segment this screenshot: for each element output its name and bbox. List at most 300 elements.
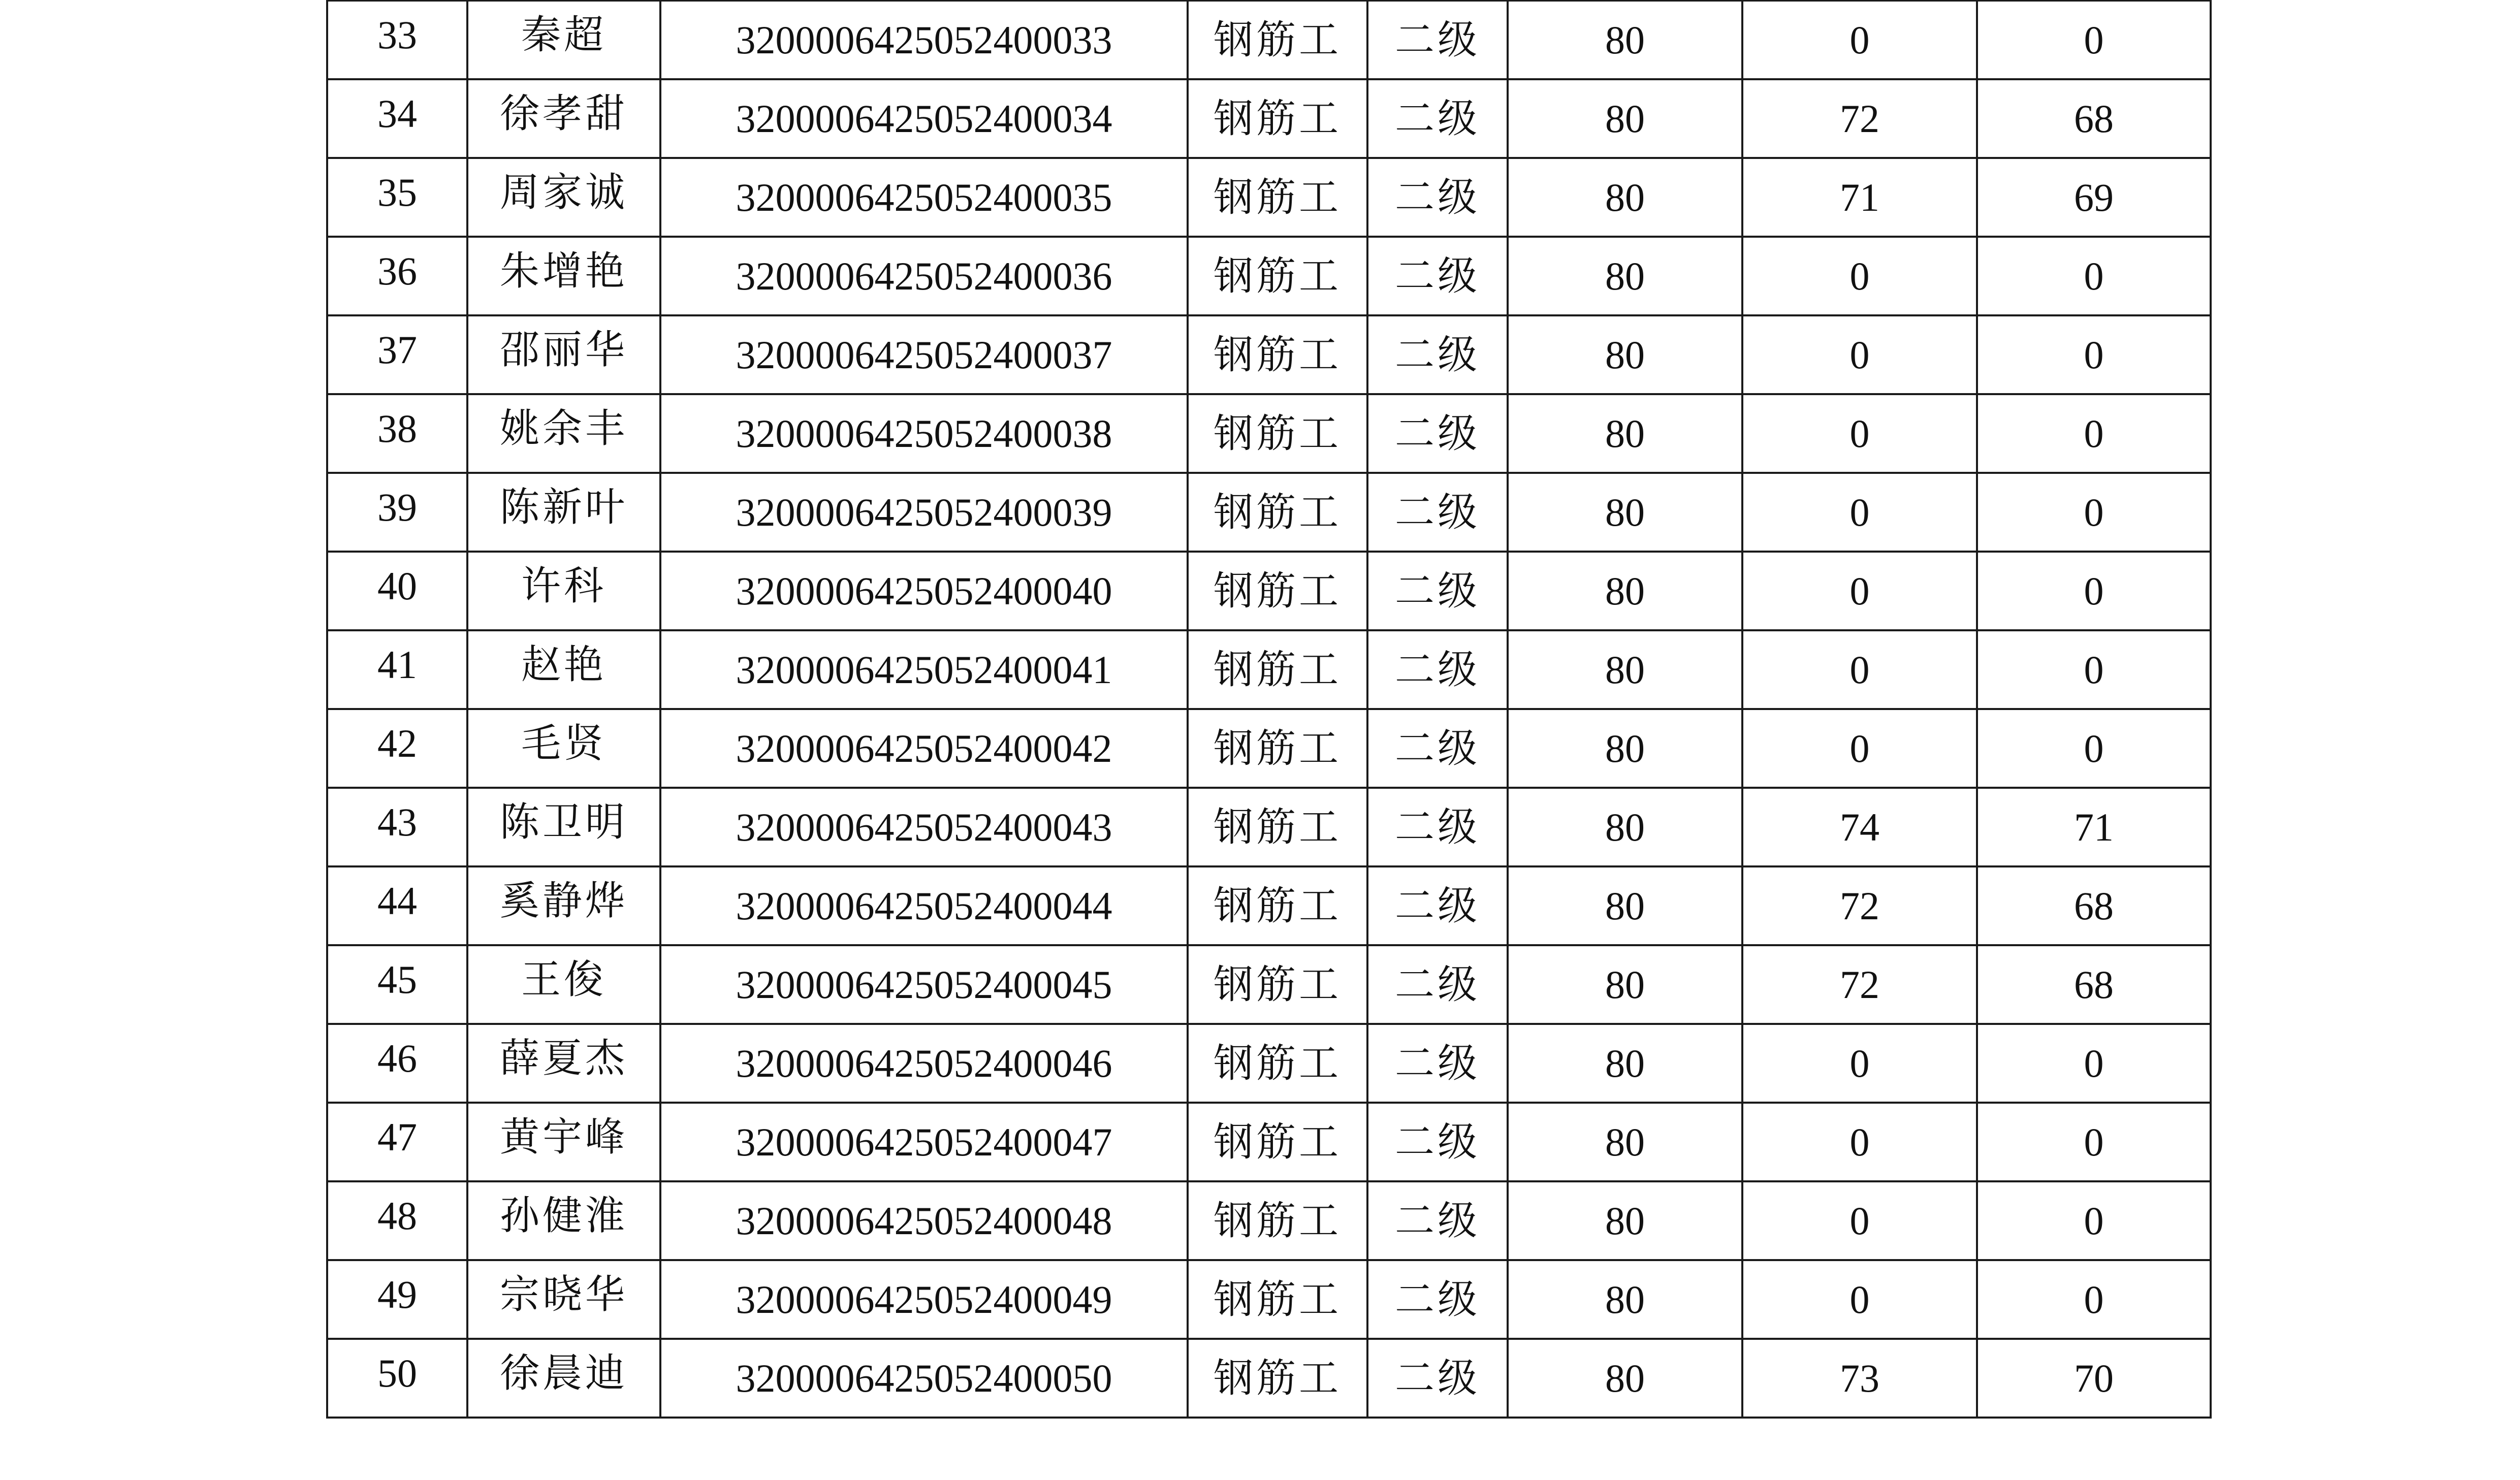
level-cell	[1367, 1024, 1508, 1103]
score-3-cell-text: 68	[2074, 96, 2114, 141]
level-cell	[1367, 473, 1508, 552]
certificate-number-cell	[660, 394, 1188, 473]
level-cell	[1367, 709, 1508, 788]
score-3-cell	[1977, 1, 2211, 80]
level-cell	[1367, 866, 1508, 945]
score-1-cell-text: 80	[1605, 1041, 1645, 1085]
score-2-cell	[1742, 1339, 1977, 1418]
job-cell	[1188, 866, 1367, 945]
certificate-number-cell-text: 3200006425052400038	[736, 411, 1112, 456]
level-cell-text: 二级	[1394, 95, 1480, 142]
row-number-cell	[327, 158, 467, 237]
job-cell	[1188, 1024, 1367, 1103]
row-number-cell	[327, 1024, 467, 1103]
job-cell-text: 钢筋工	[1213, 1276, 1342, 1323]
score-3-cell-text: 0	[2084, 490, 2104, 534]
name-cell-text: 黄宇峰	[499, 1114, 628, 1160]
row-number-cell	[327, 79, 467, 158]
certificate-number-cell-text: 3200006425052400045	[736, 962, 1112, 1007]
certificate-number-cell-text: 3200006425052400033	[736, 17, 1112, 62]
level-cell-text: 二级	[1394, 961, 1480, 1008]
job-cell-text: 钢筋工	[1213, 804, 1342, 850]
table-row	[327, 1, 2211, 80]
score-1-cell	[1508, 315, 1742, 394]
score-3-cell-text: 71	[2074, 805, 2114, 849]
score-2-cell	[1742, 866, 1977, 945]
job-cell-text: 钢筋工	[1213, 253, 1342, 299]
score-1-cell-text: 80	[1605, 726, 1645, 770]
level-cell	[1367, 788, 1508, 866]
score-1-cell	[1508, 79, 1742, 158]
certificate-number-cell-text: 3200006425052400044	[736, 883, 1112, 928]
score-2-cell-text: 0	[1849, 647, 1870, 692]
table-row	[327, 237, 2211, 315]
certificate-number-cell	[660, 945, 1188, 1024]
name-cell	[467, 709, 660, 788]
level-cell	[1367, 1339, 1508, 1418]
score-1-cell	[1508, 1339, 1742, 1418]
score-3-cell-text: 0	[2084, 726, 2104, 770]
score-3-cell-text: 0	[2084, 1277, 2104, 1322]
level-cell-text: 二级	[1394, 804, 1480, 850]
score-1-cell-text: 80	[1605, 962, 1645, 1007]
table-row	[327, 1024, 2211, 1103]
table-row	[327, 709, 2211, 788]
level-cell	[1367, 394, 1508, 473]
job-cell-text: 钢筋工	[1213, 489, 1342, 535]
score-3-cell	[1977, 1339, 2211, 1418]
row-number-cell	[327, 473, 467, 552]
score-3-cell	[1977, 1024, 2211, 1103]
row-number-cell	[327, 630, 467, 709]
table-row	[327, 945, 2211, 1024]
job-cell	[1188, 1181, 1367, 1260]
score-2-cell-text: 0	[1849, 332, 1870, 377]
score-3-cell	[1977, 79, 2211, 158]
score-3-cell-text: 0	[2084, 1041, 2104, 1085]
score-2-cell	[1742, 709, 1977, 788]
level-cell	[1367, 945, 1508, 1024]
certificate-number-cell-text: 3200006425052400042	[736, 726, 1112, 770]
level-cell	[1367, 552, 1508, 630]
score-2-cell-text: 72	[1840, 962, 1879, 1007]
name-cell	[467, 473, 660, 552]
level-cell	[1367, 158, 1508, 237]
certificate-number-cell-text: 3200006425052400047	[736, 1119, 1112, 1164]
certificate-number-cell	[660, 79, 1188, 158]
score-2-cell	[1742, 394, 1977, 473]
row-number-cell-text: 34	[377, 91, 417, 136]
score-3-cell	[1977, 866, 2211, 945]
score-1-cell	[1508, 1, 1742, 80]
score-2-cell-text: 0	[1849, 253, 1870, 298]
name-cell	[467, 1103, 660, 1181]
job-cell-text: 钢筋工	[1213, 174, 1342, 220]
level-cell-text: 二级	[1394, 1355, 1480, 1401]
certificate-number-cell	[660, 1260, 1188, 1339]
score-1-cell	[1508, 1024, 1742, 1103]
name-cell	[467, 945, 660, 1024]
table-row	[327, 315, 2211, 394]
score-1-cell	[1508, 237, 1742, 315]
certificate-number-cell	[660, 1024, 1188, 1103]
score-3-cell	[1977, 552, 2211, 630]
certificate-number-cell-text: 3200006425052400036	[736, 253, 1112, 298]
score-2-cell-text: 71	[1840, 175, 1879, 219]
score-2-cell-text: 72	[1840, 883, 1879, 928]
job-cell	[1188, 1103, 1367, 1181]
level-cell	[1367, 1, 1508, 80]
row-number-cell	[327, 1, 467, 80]
job-cell-text: 钢筋工	[1213, 1198, 1342, 1244]
row-number-cell-text: 45	[377, 957, 417, 1002]
score-2-cell	[1742, 788, 1977, 866]
score-1-cell-text: 80	[1605, 490, 1645, 534]
row-number-cell	[327, 709, 467, 788]
score-1-cell-text: 80	[1605, 411, 1645, 456]
job-cell-text: 钢筋工	[1213, 883, 1342, 929]
name-cell-text: 许科	[521, 563, 607, 609]
name-cell-text: 徐晨迪	[499, 1350, 628, 1396]
score-3-cell	[1977, 709, 2211, 788]
certificate-number-cell	[660, 473, 1188, 552]
level-cell-text: 二级	[1394, 17, 1480, 63]
name-cell-text: 邵丽华	[499, 327, 628, 373]
table-row	[327, 630, 2211, 709]
score-3-cell	[1977, 158, 2211, 237]
score-table	[326, 0, 2212, 1419]
name-cell	[467, 788, 660, 866]
name-cell-text: 宗晓华	[499, 1271, 628, 1317]
job-cell	[1188, 79, 1367, 158]
score-2-cell	[1742, 1024, 1977, 1103]
table-body	[327, 1, 2211, 1418]
score-2-cell	[1742, 1, 1977, 80]
score-2-cell	[1742, 552, 1977, 630]
table-row	[327, 788, 2211, 866]
score-2-cell-text: 0	[1849, 17, 1870, 62]
name-cell	[467, 1024, 660, 1103]
certificate-number-cell	[660, 1339, 1188, 1418]
score-1-cell-text: 80	[1605, 96, 1645, 141]
name-cell	[467, 1339, 660, 1418]
row-number-cell-text: 50	[377, 1350, 417, 1395]
row-number-cell-text: 42	[377, 721, 417, 765]
score-2-cell	[1742, 630, 1977, 709]
name-cell	[467, 158, 660, 237]
table-row	[327, 473, 2211, 552]
job-cell-text: 钢筋工	[1213, 1119, 1342, 1165]
level-cell	[1367, 79, 1508, 158]
certificate-number-cell-text: 3200006425052400039	[736, 490, 1112, 534]
score-3-cell-text: 68	[2074, 962, 2114, 1007]
row-number-cell-text: 41	[377, 642, 417, 687]
job-cell	[1188, 709, 1367, 788]
score-2-cell	[1742, 158, 1977, 237]
score-2-cell-text: 0	[1849, 568, 1870, 613]
job-cell	[1188, 473, 1367, 552]
name-cell	[467, 315, 660, 394]
job-cell	[1188, 1, 1367, 80]
level-cell	[1367, 315, 1508, 394]
row-number-cell-text: 33	[377, 12, 417, 57]
name-cell-text: 周家诚	[499, 169, 628, 215]
level-cell-text: 二级	[1394, 1119, 1480, 1165]
row-number-cell-text: 49	[377, 1272, 417, 1316]
score-1-cell-text: 80	[1605, 1198, 1645, 1243]
job-cell-text: 钢筋工	[1213, 1355, 1342, 1401]
row-number-cell-text: 38	[377, 406, 417, 451]
name-cell	[467, 394, 660, 473]
score-2-cell-text: 74	[1840, 805, 1879, 849]
score-2-cell-text: 0	[1849, 1119, 1870, 1164]
row-number-cell-text: 43	[377, 799, 417, 844]
job-cell	[1188, 315, 1367, 394]
score-3-cell	[1977, 788, 2211, 866]
row-number-cell-text: 37	[377, 327, 417, 372]
score-2-cell	[1742, 945, 1977, 1024]
score-1-cell	[1508, 158, 1742, 237]
certificate-number-cell-text: 3200006425052400037	[736, 332, 1112, 377]
job-cell-text: 钢筋工	[1213, 568, 1342, 614]
certificate-number-cell-text: 3200006425052400043	[736, 805, 1112, 849]
score-3-cell-text: 0	[2084, 647, 2104, 692]
row-number-cell	[327, 866, 467, 945]
certificate-number-cell	[660, 866, 1188, 945]
score-2-cell-text: 0	[1849, 411, 1870, 456]
row-number-cell	[327, 237, 467, 315]
name-cell-text: 王俊	[521, 956, 607, 1003]
level-cell-text: 二级	[1394, 410, 1480, 457]
certificate-number-cell-text: 3200006425052400049	[736, 1277, 1112, 1322]
score-3-cell	[1977, 945, 2211, 1024]
score-3-cell	[1977, 630, 2211, 709]
row-number-cell	[327, 552, 467, 630]
level-cell	[1367, 1181, 1508, 1260]
name-cell-text: 薛夏杰	[499, 1035, 628, 1081]
score-2-cell-text: 0	[1849, 1041, 1870, 1085]
level-cell-text: 二级	[1394, 1040, 1480, 1086]
score-3-cell-text: 69	[2074, 175, 2114, 219]
table-row	[327, 1339, 2211, 1418]
certificate-number-cell-text: 3200006425052400034	[736, 96, 1112, 141]
row-number-cell	[327, 945, 467, 1024]
row-number-cell	[327, 1103, 467, 1181]
name-cell-text: 赵艳	[521, 641, 607, 688]
job-cell	[1188, 158, 1367, 237]
score-2-cell	[1742, 79, 1977, 158]
name-cell	[467, 630, 660, 709]
name-cell-text: 陈新叶	[499, 484, 628, 530]
score-3-cell-text: 0	[2084, 1198, 2104, 1243]
row-number-cell-text: 46	[377, 1036, 417, 1080]
score-2-cell-text: 0	[1849, 1277, 1870, 1322]
job-cell	[1188, 630, 1367, 709]
score-3-cell	[1977, 1181, 2211, 1260]
score-3-cell	[1977, 394, 2211, 473]
row-number-cell	[327, 1260, 467, 1339]
level-cell-text: 二级	[1394, 568, 1480, 614]
score-2-cell-text: 0	[1849, 490, 1870, 534]
job-cell-text: 钢筋工	[1213, 1040, 1342, 1086]
score-1-cell-text: 80	[1605, 17, 1645, 62]
score-2-cell	[1742, 1103, 1977, 1181]
row-number-cell-text: 36	[377, 248, 417, 293]
level-cell-text: 二级	[1394, 1276, 1480, 1323]
certificate-number-cell	[660, 788, 1188, 866]
score-3-cell-text: 0	[2084, 17, 2104, 62]
table-row	[327, 1260, 2211, 1339]
table-row	[327, 1103, 2211, 1181]
row-number-cell	[327, 315, 467, 394]
row-number-cell	[327, 1181, 467, 1260]
score-3-cell-text: 68	[2074, 883, 2114, 928]
job-cell	[1188, 788, 1367, 866]
row-number-cell-text: 44	[377, 878, 417, 923]
certificate-number-cell	[660, 630, 1188, 709]
table-row	[327, 552, 2211, 630]
level-cell-text: 二级	[1394, 883, 1480, 929]
name-cell	[467, 1260, 660, 1339]
score-2-cell	[1742, 237, 1977, 315]
table-row	[327, 1181, 2211, 1260]
score-1-cell-text: 80	[1605, 883, 1645, 928]
score-3-cell-text: 0	[2084, 411, 2104, 456]
score-3-cell	[1977, 1103, 2211, 1181]
name-cell-text: 秦超	[521, 12, 607, 58]
certificate-number-cell-text: 3200006425052400041	[736, 647, 1112, 692]
job-cell	[1188, 1339, 1367, 1418]
score-1-cell	[1508, 394, 1742, 473]
score-1-cell	[1508, 866, 1742, 945]
score-1-cell	[1508, 788, 1742, 866]
score-2-cell-text: 0	[1849, 1198, 1870, 1243]
score-1-cell	[1508, 473, 1742, 552]
table-row	[327, 394, 2211, 473]
table-row	[327, 158, 2211, 237]
job-cell	[1188, 237, 1367, 315]
job-cell	[1188, 1260, 1367, 1339]
job-cell-text: 钢筋工	[1213, 332, 1342, 378]
level-cell-text: 二级	[1394, 647, 1480, 693]
job-cell-text: 钢筋工	[1213, 647, 1342, 693]
name-cell-text: 奚静烨	[499, 878, 628, 924]
row-number-cell-text: 47	[377, 1114, 417, 1159]
level-cell-text: 二级	[1394, 725, 1480, 771]
level-cell	[1367, 237, 1508, 315]
level-cell-text: 二级	[1394, 332, 1480, 378]
certificate-number-cell	[660, 552, 1188, 630]
score-3-cell	[1977, 1260, 2211, 1339]
level-cell-text: 二级	[1394, 1198, 1480, 1244]
certificate-number-cell	[660, 315, 1188, 394]
score-1-cell	[1508, 1181, 1742, 1260]
score-2-cell-text: 73	[1840, 1356, 1879, 1400]
table-row	[327, 79, 2211, 158]
score-2-cell	[1742, 473, 1977, 552]
name-cell	[467, 1181, 660, 1260]
score-3-cell	[1977, 315, 2211, 394]
score-1-cell-text: 80	[1605, 175, 1645, 219]
certificate-number-cell-text: 3200006425052400046	[736, 1041, 1112, 1085]
level-cell	[1367, 630, 1508, 709]
score-3-cell-text: 0	[2084, 332, 2104, 377]
job-cell-text: 钢筋工	[1213, 95, 1342, 142]
score-3-cell-text: 70	[2074, 1356, 2114, 1400]
name-cell-text: 陈卫明	[499, 799, 628, 845]
certificate-number-cell-text: 3200006425052400040	[736, 568, 1112, 613]
certificate-number-cell	[660, 709, 1188, 788]
name-cell-text: 朱增艳	[499, 248, 628, 294]
score-2-cell	[1742, 1260, 1977, 1339]
score-3-cell-text: 0	[2084, 568, 2104, 613]
name-cell-text: 姚余丰	[499, 405, 628, 452]
job-cell-text: 钢筋工	[1213, 410, 1342, 457]
score-1-cell-text: 80	[1605, 1119, 1645, 1164]
score-1-cell	[1508, 552, 1742, 630]
name-cell-text: 徐孝甜	[499, 90, 628, 137]
job-cell-text: 钢筋工	[1213, 961, 1342, 1008]
certificate-number-cell	[660, 1, 1188, 80]
score-1-cell-text: 80	[1605, 1277, 1645, 1322]
name-cell	[467, 1, 660, 80]
table-row	[327, 866, 2211, 945]
name-cell	[467, 866, 660, 945]
score-3-cell	[1977, 237, 2211, 315]
level-cell-text: 二级	[1394, 489, 1480, 535]
score-2-cell	[1742, 1181, 1977, 1260]
score-2-cell-text: 72	[1840, 96, 1879, 141]
level-cell-text: 二级	[1394, 174, 1480, 220]
score-3-cell	[1977, 473, 2211, 552]
name-cell-text: 毛贤	[521, 720, 607, 766]
job-cell	[1188, 552, 1367, 630]
score-2-cell-text: 0	[1849, 726, 1870, 770]
score-1-cell-text: 80	[1605, 568, 1645, 613]
certificate-number-cell-text: 3200006425052400050	[736, 1356, 1112, 1400]
name-cell	[467, 552, 660, 630]
row-number-cell	[327, 1339, 467, 1418]
row-number-cell-text: 48	[377, 1193, 417, 1238]
certificate-number-cell	[660, 237, 1188, 315]
certificate-number-cell	[660, 158, 1188, 237]
score-2-cell	[1742, 315, 1977, 394]
score-3-cell-text: 0	[2084, 253, 2104, 298]
score-1-cell	[1508, 709, 1742, 788]
score-1-cell	[1508, 630, 1742, 709]
name-cell-text: 孙健淮	[499, 1193, 628, 1239]
score-1-cell-text: 80	[1605, 253, 1645, 298]
row-number-cell-text: 39	[377, 485, 417, 529]
certificate-number-cell	[660, 1181, 1188, 1260]
name-cell	[467, 237, 660, 315]
row-number-cell	[327, 788, 467, 866]
score-1-cell	[1508, 945, 1742, 1024]
level-cell-text: 二级	[1394, 253, 1480, 299]
certificate-number-cell-text: 3200006425052400035	[736, 175, 1112, 219]
score-1-cell	[1508, 1260, 1742, 1339]
row-number-cell-text: 40	[377, 563, 417, 608]
job-cell-text: 钢筋工	[1213, 17, 1342, 63]
score-1-cell	[1508, 1103, 1742, 1181]
score-1-cell-text: 80	[1605, 332, 1645, 377]
score-1-cell-text: 80	[1605, 647, 1645, 692]
level-cell	[1367, 1103, 1508, 1181]
job-cell	[1188, 394, 1367, 473]
job-cell-text: 钢筋工	[1213, 725, 1342, 771]
certificate-number-cell	[660, 1103, 1188, 1181]
row-number-cell	[327, 394, 467, 473]
